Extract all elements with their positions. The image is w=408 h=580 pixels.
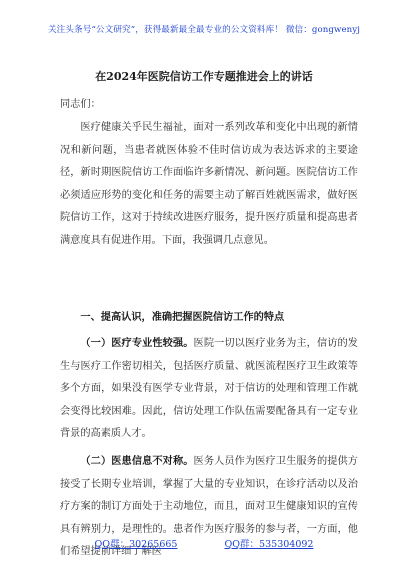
header-promo-note: 关注头条号“公文研究”，获得最新最全最专业的公文资料库！ 微信：gongwenyj — [47, 25, 361, 35]
intro-paragraph: 医疗健康关乎民生福祉，面对一系列改革和变化中出现的新情况和新问题，当患者就医体验不佳时信访成为表达诉求的主要途径，新时期医院信访工作面临许多新情况、新问题。医院信访工作必须适应形势的变化和任务的需要主动了解百姓就医需求，做好医院信访工作，这对于持续改进医疗服务，提升医疗质量和提高患者满意度具有促进作用。下面，我强调几点意见。 — [60, 122, 358, 246]
footer-qq-group-2[interactable]: QQ群：535304092 — [224, 539, 314, 550]
intro-section — [60, 117, 358, 253]
footer-contact — [0, 536, 408, 550]
footer-qq-group-1[interactable]: QQ群：30265665 — [94, 539, 178, 550]
section-1-body — [60, 332, 358, 564]
item-2-text: 医务人员作为医疗卫生服务的提供方接受了长期专业培训，掌握了大量的专业知识，在诊疗活动以及治疗方案的制订方面处于主动地位，而且，面对卫生健康知识的宣传具有辨别力，是理性的。患者作为医疗服务的参与者，一方面，他们希望提前详细了解医 — [60, 455, 358, 558]
item-2-lead: （二）医患信息不对称。 — [80, 454, 194, 467]
item-1-lead: （一）医疗专业性较强。 — [80, 337, 194, 349]
salutation: 同志们： — [60, 99, 101, 110]
document-title: 在2024年医院信访工作专题推进会上的讲话 — [95, 70, 313, 83]
section-1-item-1 — [60, 332, 358, 446]
item-1-text: 医院一切以医疗业务为主，信访的发生与医疗工作密切相关，包括医疗质量、就医流程医疗卫生政策等多个方面，如果没有医学专业背景，对于信访的处理和管理工作就会变得比较困难。因此，信访处理工作队伍需要配备具有一定专业背景的高素质人才。 — [60, 338, 358, 440]
section-1-heading: 一、提高认识，准确把握医院信访工作的特点 — [80, 311, 285, 323]
